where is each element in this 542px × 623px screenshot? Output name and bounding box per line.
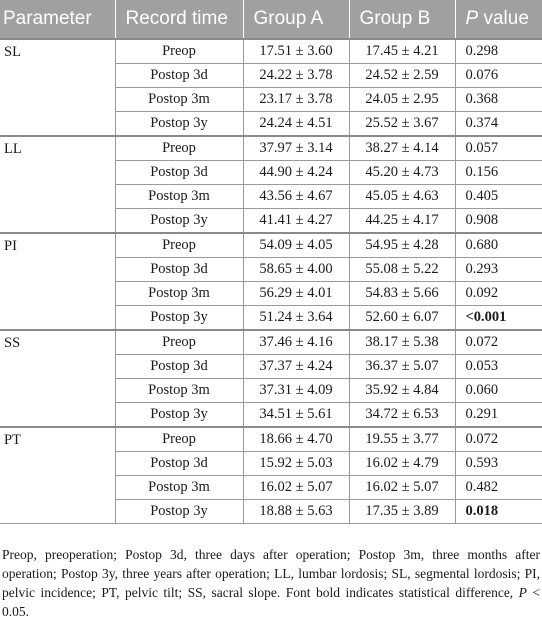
group-b-cell: 24.52 ± 2.59 — [349, 64, 455, 88]
p-value-cell: 0.072 — [455, 330, 542, 355]
group-a-cell: 17.51 ± 3.60 — [243, 39, 349, 64]
record-time-cell: Postop 3m — [115, 476, 243, 500]
parameter-cell: SL — [0, 39, 115, 136]
record-time-cell: Postop 3y — [115, 209, 243, 234]
p-value-cell: 0.057 — [455, 136, 542, 161]
group-a-cell: 23.17 ± 3.78 — [243, 88, 349, 112]
header-p-letter: P — [465, 8, 479, 29]
table-row — [0, 39, 542, 64]
p-value-cell: 0.018 — [455, 500, 542, 524]
group-a-cell: 58.65 ± 4.00 — [243, 258, 349, 282]
group-b-cell: 44.25 ± 4.17 — [349, 209, 455, 234]
group-a-cell: 16.02 ± 5.07 — [243, 476, 349, 500]
group-a-cell: 18.66 ± 4.70 — [243, 427, 349, 452]
group-b-cell: 45.05 ± 4.63 — [349, 185, 455, 209]
group-a-cell: 43.56 ± 4.67 — [243, 185, 349, 209]
p-value-cell: 0.293 — [455, 258, 542, 282]
record-time-cell: Postop 3m — [115, 88, 243, 112]
header-record-time: Record time — [115, 0, 243, 39]
record-time-cell: Postop 3d — [115, 452, 243, 476]
group-a-cell: 37.46 ± 4.16 — [243, 330, 349, 355]
group-b-cell: 35.92 ± 4.84 — [349, 379, 455, 403]
group-b-cell: 54.95 ± 4.28 — [349, 233, 455, 258]
header-p-value — [455, 0, 542, 39]
group-a-cell: 41.41 ± 4.27 — [243, 209, 349, 234]
p-value-cell: 0.482 — [455, 476, 542, 500]
record-time-cell: Postop 3d — [115, 64, 243, 88]
group-b-cell: 38.27 ± 4.14 — [349, 136, 455, 161]
group-a-cell: 54.09 ± 4.05 — [243, 233, 349, 258]
group-b-cell: 34.72 ± 6.53 — [349, 403, 455, 428]
p-value-cell: 0.076 — [455, 64, 542, 88]
footnote-text: Preop, preoperation; Postop 3d, three days after operation; Postop 3m, three months after operation; Postop 3y, three years after operation; LL, lumbar lordosis; SL, segmental lordosis; PI, pelvic incidence; PT, pelvic tilt; SS, sacral slope. Font bold indicates statistical difference, — [2, 547, 540, 600]
record-time-cell: Preop — [115, 233, 243, 258]
group-a-cell: 37.31 ± 4.09 — [243, 379, 349, 403]
group-a-cell: 18.88 ± 5.63 — [243, 500, 349, 524]
group-b-cell: 36.37 ± 5.07 — [349, 355, 455, 379]
group-b-cell: 52.60 ± 6.07 — [349, 306, 455, 331]
group-b-cell: 54.83 ± 5.66 — [349, 282, 455, 306]
group-a-cell: 24.22 ± 3.78 — [243, 64, 349, 88]
p-value-cell: 0.374 — [455, 112, 542, 137]
group-b-cell: 16.02 ± 4.79 — [349, 452, 455, 476]
group-b-cell: 38.17 ± 5.38 — [349, 330, 455, 355]
table-row — [0, 330, 542, 355]
p-value-cell: 0.298 — [455, 39, 542, 64]
table-footnote — [2, 545, 540, 621]
group-b-cell: 16.02 ± 5.07 — [349, 476, 455, 500]
p-value-cell: 0.680 — [455, 233, 542, 258]
p-value-cell: 0.053 — [455, 355, 542, 379]
record-time-cell: Postop 3d — [115, 355, 243, 379]
p-value-cell: 0.060 — [455, 379, 542, 403]
record-time-cell: Preop — [115, 330, 243, 355]
table-row — [0, 427, 542, 452]
group-a-cell: 51.24 ± 3.64 — [243, 306, 349, 331]
group-b-cell: 25.52 ± 3.67 — [349, 112, 455, 137]
p-value-cell: 0.092 — [455, 282, 542, 306]
group-a-cell: 37.37 ± 4.24 — [243, 355, 349, 379]
group-b-cell: 55.08 ± 5.22 — [349, 258, 455, 282]
header-group-b: Group B — [349, 0, 455, 39]
p-value-cell: 0.405 — [455, 185, 542, 209]
group-b-cell: 24.05 ± 2.95 — [349, 88, 455, 112]
group-a-cell: 56.29 ± 4.01 — [243, 282, 349, 306]
group-b-cell: 19.55 ± 3.77 — [349, 427, 455, 452]
group-a-cell: 15.92 ± 5.03 — [243, 452, 349, 476]
record-time-cell: Postop 3m — [115, 379, 243, 403]
record-time-cell: Postop 3m — [115, 185, 243, 209]
record-time-cell: Postop 3y — [115, 500, 243, 524]
parameter-cell: PI — [0, 233, 115, 330]
group-a-cell: 44.90 ± 4.24 — [243, 161, 349, 185]
group-a-cell: 34.51 ± 5.61 — [243, 403, 349, 428]
record-time-cell: Postop 3m — [115, 282, 243, 306]
parameter-cell: SS — [0, 330, 115, 427]
table-row — [0, 233, 542, 258]
table-body — [0, 39, 542, 524]
p-value-cell: 0.156 — [455, 161, 542, 185]
group-b-cell: 17.45 ± 4.21 — [349, 39, 455, 64]
p-value-cell: 0.593 — [455, 452, 542, 476]
record-time-cell: Postop 3y — [115, 112, 243, 137]
record-time-cell: Postop 3y — [115, 403, 243, 428]
record-time-cell: Preop — [115, 39, 243, 64]
record-time-cell: Postop 3d — [115, 258, 243, 282]
header-group-a: Group A — [243, 0, 349, 39]
record-time-cell: Preop — [115, 427, 243, 452]
parameter-cell: LL — [0, 136, 115, 233]
header-p-rest: value — [478, 8, 529, 29]
parameter-cell: PT — [0, 427, 115, 524]
p-value-cell: 0.072 — [455, 427, 542, 452]
footnote-p-letter: P — [518, 585, 527, 600]
group-a-cell: 37.97 ± 3.14 — [243, 136, 349, 161]
group-a-cell: 24.24 ± 4.51 — [243, 112, 349, 137]
table-row — [0, 136, 542, 161]
p-value-cell: 0.368 — [455, 88, 542, 112]
header-row — [0, 0, 542, 39]
p-value-cell: 0.908 — [455, 209, 542, 234]
footnote-p-rest: < 0.05. — [2, 585, 540, 619]
header-parameter: Parameter — [0, 0, 115, 39]
group-b-cell: 17.35 ± 3.89 — [349, 500, 455, 524]
record-time-cell: Postop 3y — [115, 306, 243, 331]
p-value-cell: <0.001 — [455, 306, 542, 331]
record-time-cell: Preop — [115, 136, 243, 161]
record-time-cell: Postop 3d — [115, 161, 243, 185]
group-b-cell: 45.20 ± 4.73 — [349, 161, 455, 185]
p-value-cell: 0.291 — [455, 403, 542, 428]
